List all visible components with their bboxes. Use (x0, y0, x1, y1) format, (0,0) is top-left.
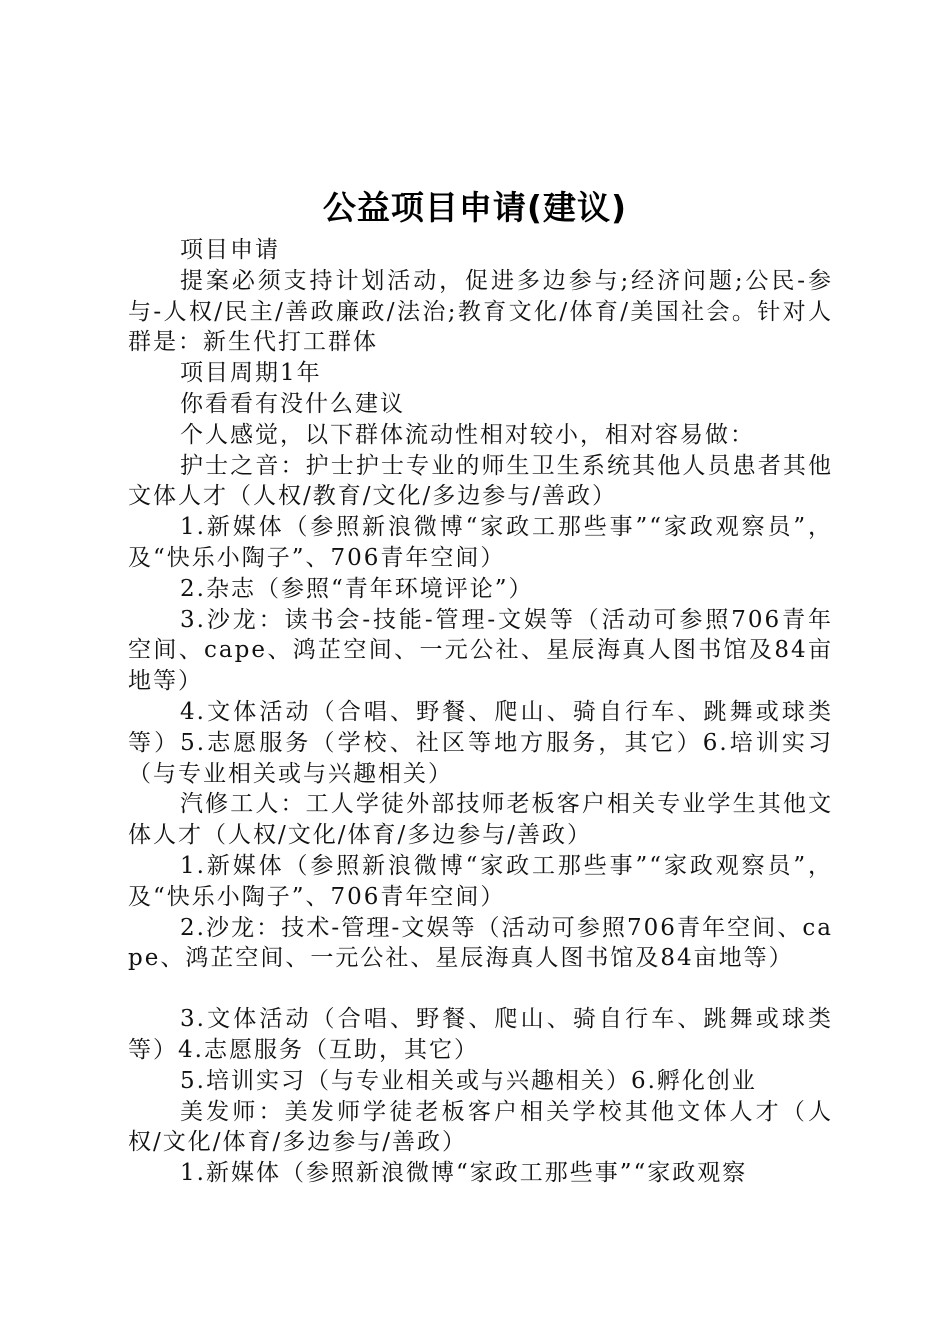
paragraph: 2.杂志（参照“青年环境评论”） (180, 575, 534, 602)
paragraph: 1.新媒体（参照新浪微博“家政工那些事”“家政观察 (180, 1160, 748, 1187)
paragraph: 3.文体活动（合唱、野餐、爬山、骑自行车、跳舞或球类等）4.志愿服务（互助，其它） (128, 1006, 833, 1063)
document-title: 公益项目申请(建议) (322, 188, 628, 227)
paragraph: 3.沙龙：读书会-技能-管理-文娱等（活动可参照706青年空间、cape、鸿芷空间、一元公社、星辰海真人图书馆及84亩地等） (128, 606, 833, 695)
paragraph: 汽修工人：工人学徒外部技师老板客户相关专业学生其他文体人才（人权/文化/体育/多边参与/善政） (128, 791, 833, 849)
paragraph: 护士之音：护士护士专业的师生卫生系统其他人员患者其他文体人才（人权/教育/文化/多边参与/善政） (128, 452, 833, 510)
paragraph: 个人感觉，以下群体流动性相对较小，相对容易做： (180, 421, 755, 448)
paragraph: 1.新媒体（参照新浪微博“家政工那些事”“家政观察员”，及“快乐小陶子”、706青年空间） (128, 514, 833, 571)
paragraph: 项目申请 (180, 237, 280, 263)
paragraph: 你看看有没什么建议 (180, 390, 405, 417)
paragraph: 5.培训实习（与专业相关或与兴趣相关）6.孵化创业 (180, 1067, 757, 1094)
document-body (128, 235, 833, 1189)
paragraph: 1.新媒体（参照新浪微博“家政工那些事”“家政观察员”，及“快乐小陶子”、706青年空间） (128, 852, 833, 910)
paragraph: 美发师：美发师学徒老板客户相关学校其他文体人才（人权/文化/体育/多边参与/善政） (128, 1098, 833, 1156)
paragraph: 项目周期1年 (180, 360, 322, 387)
paragraph: 提案必须支持计划活动，促进多边参与;经济问题;公民-参与-人权/民主/善政廉政/法治;教育文化/体育/美国社会。针对人群是：新生代打工群体 (128, 267, 833, 356)
paragraph: 2.沙龙：技术-管理-文娱等（活动可参照706青年空间、cape、鸿芷空间、一元公社、星辰海真人图书馆及84亩地等） (128, 914, 833, 972)
paragraph: 4.文体活动（合唱、野餐、爬山、骑自行车、跳舞或球类等）5.志愿服务（学校、社区等地方服务，其它）6.培训实习（与专业相关或与兴趣相关） (128, 698, 833, 787)
